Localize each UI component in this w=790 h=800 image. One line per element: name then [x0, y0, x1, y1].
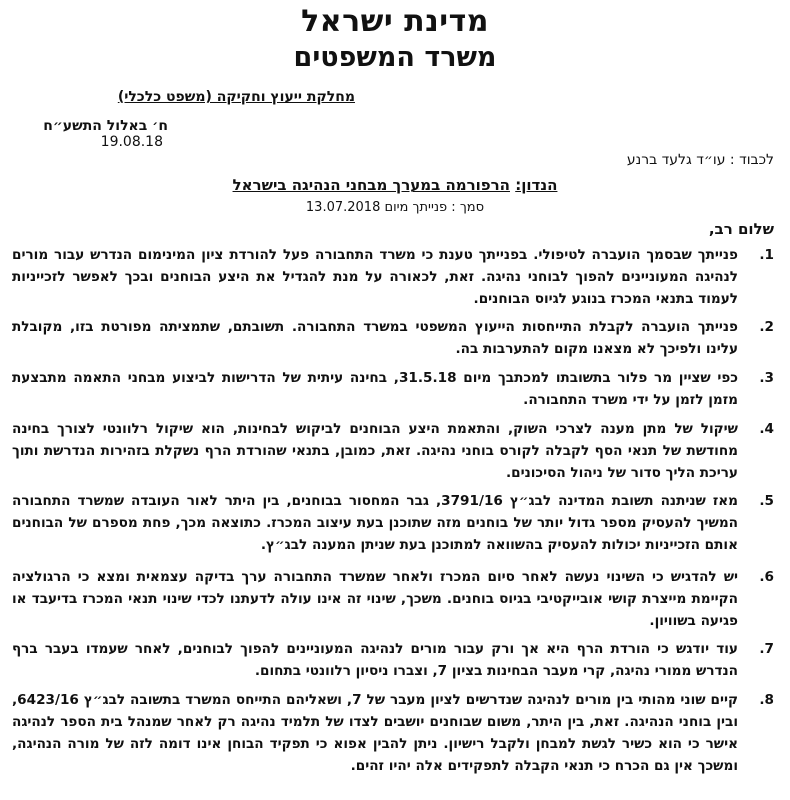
- reference-line: סמך : פנייתך מיום 13.07.2018: [305, 200, 485, 215]
- subject-line: [0, 176, 790, 194]
- paragraph-4: [12, 418, 774, 484]
- subject-label: הנדון:: [515, 176, 558, 194]
- paragraph-text: קיים שוני מהותי בין מורים לנהיגה שנדרשים לציון מעבר של 7, ושאליהם התייחס המשרד בתשובה לבג״ץ 6423/16, ובין בוחני הנהיגה. זאת, בין היתר, משום שבוחנים יושבים לצדו של תלמיד נהיגה רק לאחר שמנהל בית הספר לנהיגה אישר כי הוא כשיר לגשת למבחן ולקבל רישיון. ניתן להבין אפוא כי תפקיד הבוחן אינו דומה לזה של מורה הנהיגה, ומשכך אין גם הכרח כי תנאי הקבלה לתפקידים אלה יהיו זהים.: [12, 692, 738, 774]
- paragraph-3: [12, 367, 774, 411]
- paragraph-text: מאז שניתנה תשובת המדינה לבג״ץ 3791/16, גבר המחסור בבוחנים, בין היתר לאור העובדה שמשרד התחבורה המשיך להעסיק מספר גדול יותר של בוחנים מזה שתוכנן בעת עיצוב המכרז. כתוצאה מכך, פחת מספרם של הבוחנים אותם הזכייניות יכולות להעסיק בהשוואה למתוכנן בעת שניתן המענה לבג״ץ.: [12, 493, 738, 553]
- paragraph-7: [12, 638, 774, 682]
- paragraph-text: עוד יודגש כי הורדת הרף היא אך ורק עבור מורים לנהיגה המעוניינים להפוך לבוחנים, לאחר שעמדו בעבר ברף הנדרש ממורי נהיגה, קרי מעבר הבחינות בציון 7, וצברו ניסיון רלוונטי בתחום.: [12, 641, 738, 679]
- hebrew-date: ח׳ באלול התשע״ח: [43, 118, 168, 134]
- department-name: מחלקת ייעוץ וחקיקה (משפט כלכלי): [117, 89, 355, 105]
- paragraph-number: 6.: [759, 569, 774, 585]
- paragraph-text: כפי שציין מר פלור בתשובתו למכתבך מיום 31.5.18, בחינה עיתית של הדרישות לביצוע מבחני התאמה מתבצעת מזמן לזמן על ידי משרד התחבורה.: [12, 370, 738, 408]
- paragraph-number: 3.: [759, 370, 774, 386]
- paragraph-2: [12, 316, 774, 360]
- letterhead-state: מדינת ישראל: [301, 4, 489, 39]
- paragraph-6: [12, 566, 774, 632]
- letterhead-ministry: משרד המשפטים: [293, 42, 497, 73]
- paragraph-8: [12, 689, 774, 777]
- paragraph-number: 8.: [759, 692, 774, 708]
- paragraph-number: 7.: [759, 641, 774, 657]
- gregorian-date: 19.08.18: [100, 134, 163, 150]
- paragraph-number: 2.: [759, 319, 774, 335]
- paragraph-5: [12, 490, 774, 556]
- paragraph-text: פנייתך הועברה לקבלת התייחסות הייעוץ המשפטי במשרד התחבורה. תשובתם, שתמציתה מפורטת בזו, מקובלת עלינו ולפיכך לא מצאנו מקום להתערבות בה.: [12, 319, 738, 357]
- paragraph-number: 4.: [759, 421, 774, 437]
- recipient-line: לכבוד : עו״ד גלעד ברנע: [626, 152, 774, 168]
- subject-text: הרפורמה במערך מבחני הנהיגה בישראל: [232, 176, 510, 194]
- paragraph-1: [12, 244, 774, 310]
- paragraph-text: יש להדגיש כי השינוי נעשה לאחר סיום המכרז ולאחר שמשרד התחבורה ערך בדיקה עצמאית ומצא כי הרגולציה הקיימת מייצרת קושי אובייקטיבי בגיוס בוחנים. משכך, שינוי זה אינו עולה לדעתנו לכדי שינוי תנאי המכרז בדיעבד או פגיעה בשוויון.: [12, 569, 738, 629]
- paragraph-number: 5.: [759, 493, 774, 509]
- paragraph-text: פנייתך שבסמך הועברה לטיפולי. בפנייתך טענת כי משרד התחבורה פעל להורדת ציון המינימום הנדרש עבור מורים לנהיגה המעוניינים להפוך לבוחני נהיגה. זאת, לכאורה על מנת להגדיל את היצע הבוחנים ובכך לאפשר לזכייניות לעמוד בתנאי המכרז בנוגע לגיוס הבוחנים.: [12, 247, 738, 307]
- greeting: שלום רב,: [708, 220, 774, 238]
- paragraph-number: 1.: [759, 247, 774, 263]
- paragraph-text: שיקול של מתן מענה לצרכי השוק, והתאמת היצע הבוחנים לביקוש לבחינות, הוא שיקול רלוונטי לצורך בחינה מחודשת של תנאי הסף לקבלה לקורס בוחני נהיגה. זאת, כמובן, בתנאי שהורדת הרף נשקלת בזהירות הנדרשת ותוך עריכת הליך סדור של ניהול הסיכונים.: [12, 421, 738, 481]
